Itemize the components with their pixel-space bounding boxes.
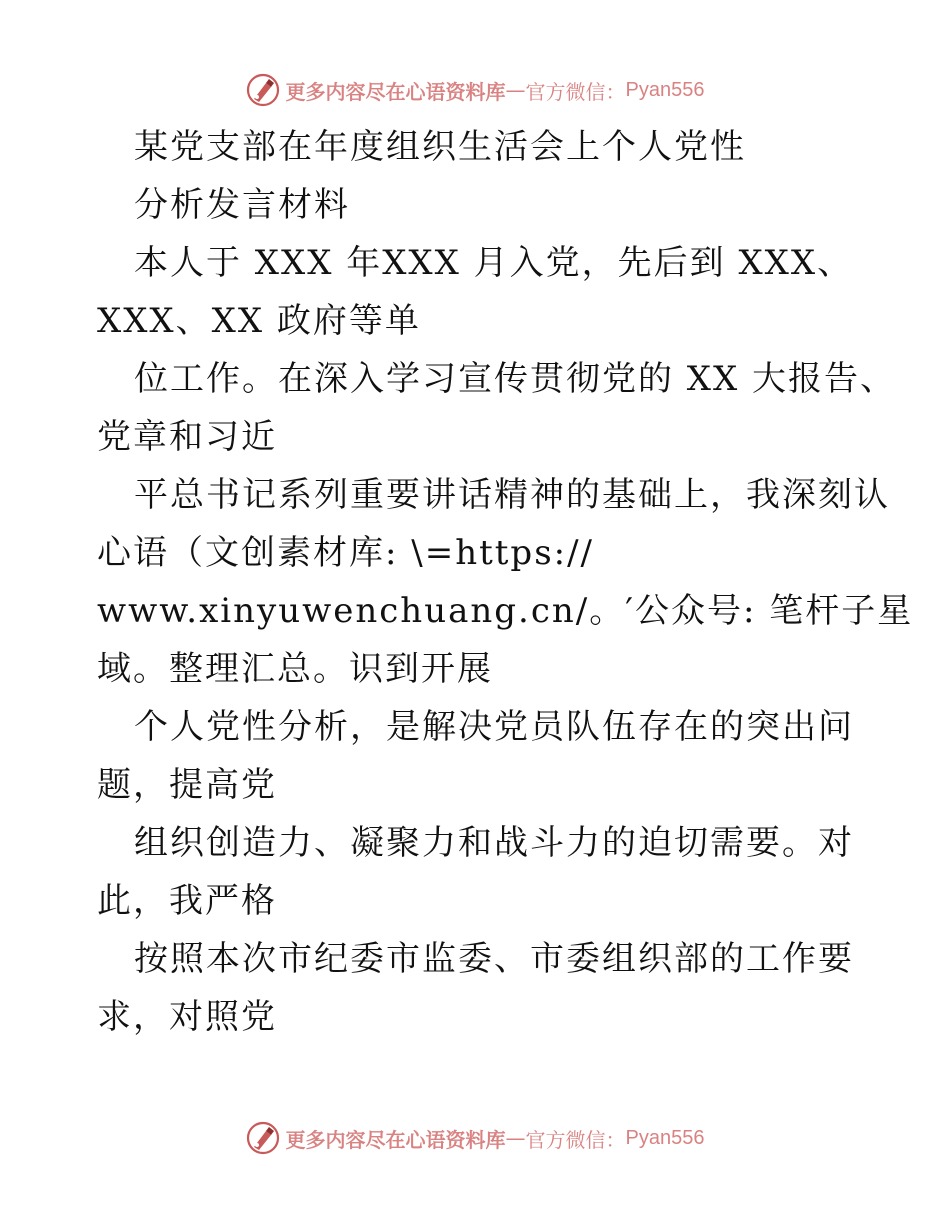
watermark-sub-text: 官方微信： xyxy=(525,79,626,104)
watermark-main-text: 更多内容尽在心语资料库 xyxy=(285,1127,506,1152)
text-line: 分析发言材料 xyxy=(134,185,350,225)
watermark-wechat-id: Pyan556 xyxy=(625,78,705,101)
text-line: www.xinyuwenchuang.cn/。′公众号: 笔杆子星 xyxy=(97,591,914,631)
watermark-sub-text: 官方微信： xyxy=(525,1127,626,1152)
pen-logo-icon xyxy=(246,73,280,107)
pen-logo-icon xyxy=(246,1121,280,1155)
text-line: 某党支部在年度组织生活会上个人党性 xyxy=(134,127,746,167)
header-watermark xyxy=(0,70,950,110)
text-line: 域。整理汇总。识到开展 xyxy=(97,649,493,689)
text-line: XXX、XX 政府等单 xyxy=(97,301,421,341)
document-body xyxy=(97,118,914,1046)
text-line: 按照本次市纪委市监委、市委组织部的工作要 xyxy=(134,939,854,979)
watermark-wechat-id: Pyan556 xyxy=(625,1126,705,1149)
text-line: 题，提高党 xyxy=(97,765,277,805)
watermark-dash: — xyxy=(505,78,526,102)
text-line: 位工作。在深入学习宣传贯彻党的 XX 大报告、 xyxy=(134,359,897,399)
text-line: 党章和习近 xyxy=(97,417,277,457)
text-line: 本人于 XXX 年XXX 月入党，先后到 XXX、 xyxy=(134,243,854,283)
text-line: 平总书记系列重要讲话精神的基础上，我深刻认 xyxy=(134,475,890,515)
text-line: 此，我严格 xyxy=(97,881,277,921)
text-line: 求，对照党 xyxy=(97,997,277,1037)
text-line: 个人党性分析，是解决党员队伍存在的突出问 xyxy=(134,707,854,747)
watermark-main-text: 更多内容尽在心语资料库 xyxy=(285,79,506,104)
footer-watermark xyxy=(0,1118,950,1158)
watermark-dash: — xyxy=(505,1126,526,1150)
text-line: 组织创造力、凝聚力和战斗力的迫切需要。对 xyxy=(134,823,854,863)
text-line: 心语（文创素材库: \=https:// xyxy=(97,533,595,573)
